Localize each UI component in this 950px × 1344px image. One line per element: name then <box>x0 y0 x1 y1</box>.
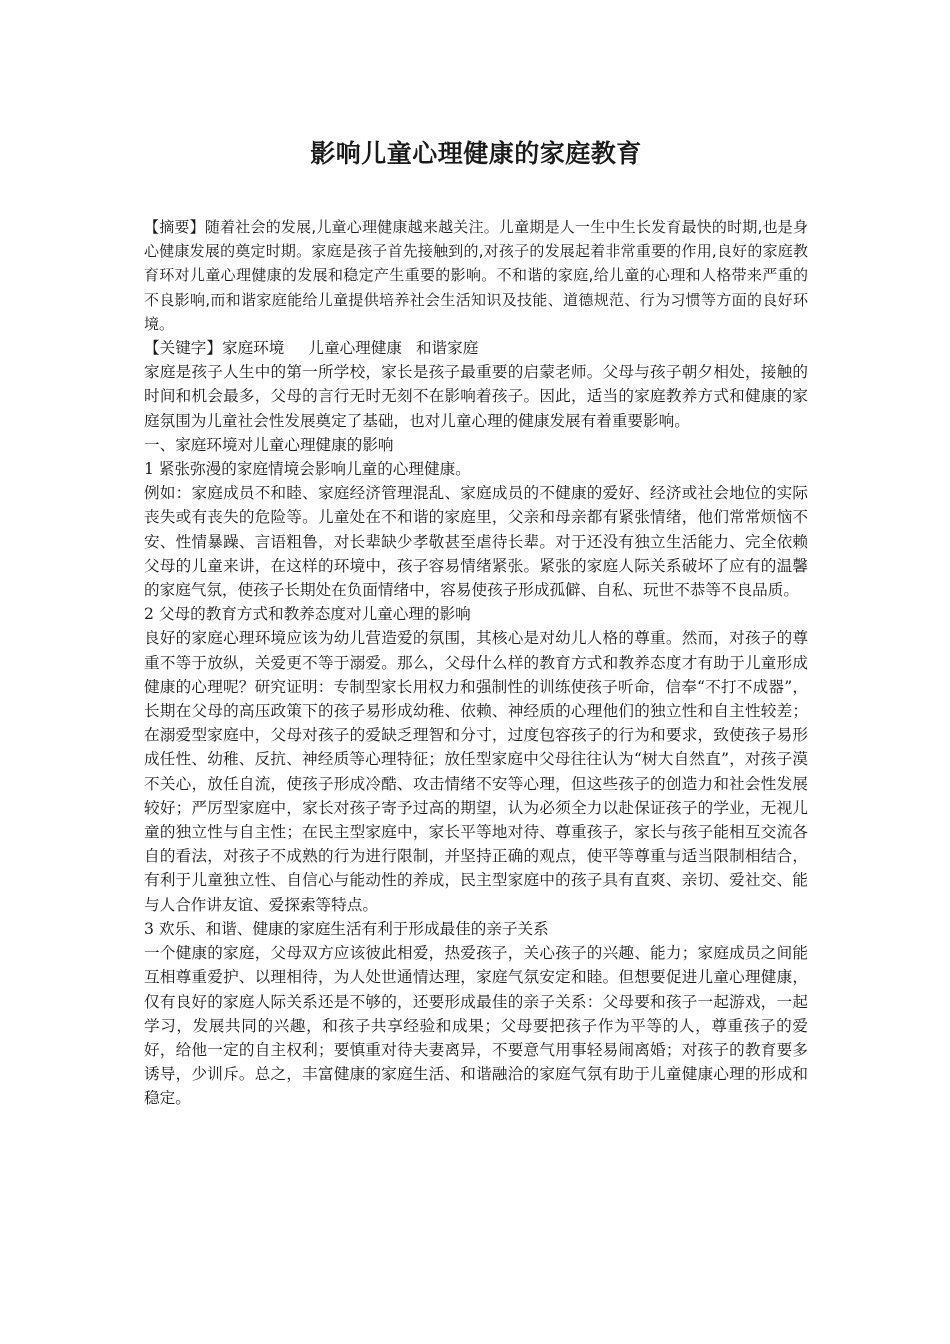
keyword-item: 和谐家庭 <box>415 339 479 358</box>
subsection-heading-3: 3 欢乐、和谐、健康的家庭生活有利于形成最佳的亲子关系 <box>144 919 549 938</box>
intro-paragraph: 家庭是孩子人生中的第一所学校，家长是孩子最重要的启蒙老师。父母与孩子朝夕相处，接触的时间和机会最多，父母的言行无时无刻不在影响着孩子。因此，适当的家庭教养方式和健康的家庭氛围为儿童社会性发展奠定了基础，也对儿童心理的健康发展有着重要影响。 <box>144 363 808 430</box>
keywords-line <box>144 336 808 360</box>
section-heading: 一、家庭环境对儿童心理健康的影响 <box>144 435 394 454</box>
keywords-label: 【关键字】 <box>144 339 222 358</box>
subsection-heading-2: 2 父母的教育方式和教养态度对儿童心理的影响 <box>144 605 471 624</box>
document-page <box>144 128 808 1111</box>
document-title: 影响儿童心理健康的家庭教育 <box>310 139 642 168</box>
subsection-body-1: 例如：家庭成员不和睦、家庭经济管理混乱、家庭成员的不健康的爱好、经济或社会地位的实际丧失或有丧失的危险等。儿童处在不和谐的家庭里，父亲和母亲都有紧张情绪，他们常常烦恼不安、性情暴躁、言语粗鲁，对长辈缺少孝敬甚至虐待长辈。对于还没有独立生活能力、完全依赖父母的儿童来讲，在这样的环境中，孩子容易情绪紧张。紧张的家庭人际关系破坏了应有的温馨的家庭气氛，使孩子长期处在负面情绪中，容易使孩子形成孤僻、自私、玩世不恭等不良品质。 <box>144 484 808 600</box>
subsection-heading-1: 1 紧张弥漫的家庭情境会影响儿童的心理健康。 <box>144 460 471 479</box>
keyword-item: 家庭环境 <box>221 339 285 358</box>
abstract-paragraph: 【摘要】随着社会的发展,儿童心理健康越来越关注。儿童期是人一生中生长发育最快的时期,也是身心健康发展的奠定时期。家庭是孩子首先接触到的,对孩子的发展起着非常重要的作用,良好的家庭教育环对儿童心理健康的发展和稳定产生重要的影响。不和谐的家庭,给儿童的心理和人格带来严重的不良影响,而和谐家庭能给儿童提供培养社会生活知识及技能、道德规范、行为习惯等方面的良好环境。 <box>144 218 808 333</box>
keyword-item: 儿童心理健康 <box>308 339 402 358</box>
subsection-body-3: 一个健康的家庭，父母双方应该彼此相爱，热爱孩子，关心孩子的兴趣、能力；家庭成员之间能互相尊重爱护、以理相待，为人处世通情达理，家庭气氛安定和睦。但想要促进儿童心理健康，仅有良好的家庭人际关系还是不够的，还要形成最佳的亲子关系：父母要和孩子一起游戏，一起学习，发展共同的兴趣，和孩子共享经验和成果；父母要把孩子作为平等的人，尊重孩子的爱好，给他一定的自主权利；要慎重对待夫妻离异，不要意气用事轻易闹离婚；对孩子的教育要多诱导，少训斥。总之，丰富健康的家庭生活、和谐融洽的家庭气氛有助于儿童健康心理的形成和稳定。 <box>144 944 808 1108</box>
subsection-body-2: 良好的家庭心理环境应该为幼儿营造爱的氛围，其核心是对幼儿人格的尊重。然而，对孩子的尊重不等于放纵，关爱更不等于溺爱。那么，父母什么样的教育方式和教养态度才有助于儿童形成健康的心理呢？研究证明：专制型家长用权力和强制性的训练使孩子听命，信奉“不打不成器”，长期在父母的高压政策下的孩子易形成幼稚、依赖、神经质的心理他们的独立性和自主性较差；在溺爱型家庭中，父母对孩子的爱缺乏理智和分寸，过度包容孩子的行为和要求，致使孩子易形成任性、幼稚、反抗、神经质等心理特征；放任型家庭中父母往往认为“树大自然直”，对孩子漠不关心，放任自流，使孩子形成冷酷、攻击情绪不安等心理，但这些孩子的创造力和社会性发展较好；严厉型家庭中，家长对孩子寄予过高的期望，认为必须全力以赴保证孩子的学业，无视儿童的独立性与自主性；在民主型家庭中，家长平等地对待、尊重孩子，家长与孩子能相互交流各自的看法，对孩子不成熟的行为进行限制，并坚持正确的观点，使平等尊重与适当限制相结合，有利于儿童独立性、自信心与能动性的养成，民主型家庭中的孩子具有直爽、亲切、爱社交、能与人合作讲友谊、爱探索等特点。 <box>144 629 808 914</box>
